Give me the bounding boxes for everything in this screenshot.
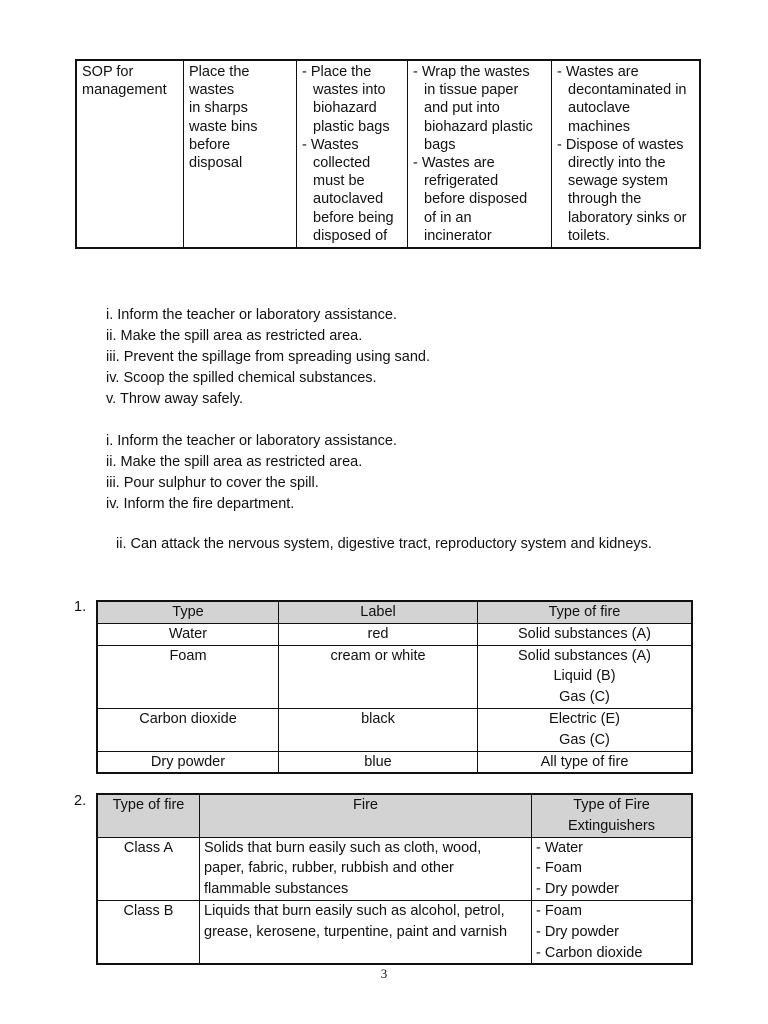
cell-line: Liquid (B) xyxy=(553,668,616,685)
table-number: 1. xyxy=(74,599,87,615)
sop-line: decontaminated in xyxy=(568,82,687,99)
sop-cell-label xyxy=(76,60,184,248)
extinguisher-cell xyxy=(532,837,693,900)
sop-line: directly into the xyxy=(568,155,666,172)
header-line: Type of Fire xyxy=(573,797,650,813)
cell-line: Solids that burn easily such as cloth, wood, xyxy=(204,839,482,856)
sop-line: - Wastes are xyxy=(413,155,495,172)
sop-line: in sharps xyxy=(189,100,248,117)
sop-line: sewage system xyxy=(568,173,668,190)
column-header: Type xyxy=(97,601,279,623)
cell-line: grease, kerosene, turpentine, paint and varnish xyxy=(204,923,508,940)
sop-line: disposal xyxy=(189,155,243,172)
sop-line: collected xyxy=(313,155,371,172)
fire-description-cell xyxy=(200,900,532,964)
cell-line: Solid substances (A) xyxy=(518,647,651,664)
table-row xyxy=(97,751,692,773)
label-cell: cream or white xyxy=(279,645,478,708)
sop-table xyxy=(75,59,701,249)
sop-line: plastic bags xyxy=(313,118,390,135)
fire-cell xyxy=(478,623,693,645)
sop-line: bags xyxy=(424,136,456,153)
sop-line: and put into xyxy=(424,100,500,117)
sop-line: before xyxy=(189,136,231,153)
cell-line: Electric (E) xyxy=(549,710,620,727)
cell-line: - Carbon dioxide xyxy=(536,944,643,961)
sop-line: SOP for xyxy=(82,64,134,80)
sop-line: autoclave xyxy=(568,100,631,117)
table-header-row xyxy=(97,601,692,623)
list-item: v. Throw away safely. xyxy=(106,391,243,407)
list-item: iv. Scoop the spilled chemical substances. xyxy=(106,370,377,386)
list-item: ii. Make the spill area as restricted area. xyxy=(106,454,363,470)
cell-line: Liquids that burn easily such as alcohol, petrol, xyxy=(204,902,505,919)
table-row xyxy=(97,837,692,900)
extinguisher-type-table xyxy=(96,600,693,774)
label-cell: black xyxy=(279,708,478,751)
fire-description-cell xyxy=(200,837,532,900)
cell-line: - Dry powder xyxy=(536,923,619,940)
sop-line: waste bins xyxy=(189,118,258,135)
fire-cell xyxy=(478,751,693,773)
sop-line: - Dispose of wastes xyxy=(557,136,684,153)
sop-line: - Wrap the wastes xyxy=(413,64,530,80)
cell-line: - Foam xyxy=(536,902,582,919)
table-row xyxy=(97,900,692,964)
type-cell: Foam xyxy=(97,645,279,708)
list-item: iii. Prevent the spillage from spreading using sand. xyxy=(106,349,431,365)
table-row xyxy=(97,623,692,645)
list-item: ii. Make the spill area as restricted area. xyxy=(106,328,363,344)
sop-line: wastes into xyxy=(313,82,386,99)
sop-line: refrigerated xyxy=(424,173,499,190)
sop-line: autoclaved xyxy=(313,191,384,208)
sop-row xyxy=(76,60,700,248)
sop-line: - Wastes xyxy=(302,136,359,153)
cell-line: - Dry powder xyxy=(536,881,619,898)
sop-line: management xyxy=(82,82,167,99)
cell-line: Solid substances (A) xyxy=(518,625,651,642)
cell-line: - Foam xyxy=(536,860,582,877)
list-item: i. Inform the teacher or laboratory assistance. xyxy=(106,307,397,323)
sop-line: in tissue paper xyxy=(424,82,519,99)
sop-line: before disposed xyxy=(424,191,528,208)
page-number: 3 xyxy=(380,966,388,981)
cell-line: All type of fire xyxy=(540,753,629,770)
class-cell: Class B xyxy=(97,900,200,964)
sop-line: must be xyxy=(313,173,365,190)
sop-cell-biohazard xyxy=(297,60,408,248)
sop-line: disposed of xyxy=(313,227,388,244)
sop-line: wastes xyxy=(189,82,235,99)
table-header-row xyxy=(97,794,692,837)
column-header: Label xyxy=(279,601,478,623)
list-item: i. Inform the teacher or laboratory assistance. xyxy=(106,433,397,449)
extinguisher-cell xyxy=(532,900,693,964)
sop-line: incinerator xyxy=(424,227,492,244)
sop-cell-sharps xyxy=(184,60,297,248)
fire-cell xyxy=(478,708,693,751)
class-cell: Class A xyxy=(97,837,200,900)
label-cell: blue xyxy=(279,751,478,773)
type-cell: Carbon dioxide xyxy=(97,708,279,751)
table-number: 2. xyxy=(74,793,87,809)
sop-line: through the xyxy=(568,191,642,208)
cell-line: flammable substances xyxy=(204,881,349,898)
sop-cell-incinerator xyxy=(408,60,552,248)
table-row xyxy=(97,708,692,751)
sop-line: biohazard plastic xyxy=(424,118,533,135)
list-item: iv. Inform the fire department. xyxy=(106,496,295,512)
mercury-spill-steps xyxy=(106,431,397,515)
sop-line: toilets. xyxy=(568,227,610,244)
column-header xyxy=(532,794,693,837)
sop-line: of in an xyxy=(424,209,472,226)
cell-line: - Water xyxy=(536,839,583,856)
type-cell: Water xyxy=(97,623,279,645)
list-item: iii. Pour sulphur to cover the spill. xyxy=(106,475,319,491)
label-cell: red xyxy=(279,623,478,645)
sop-line: laboratory sinks or xyxy=(568,209,687,226)
fire-cell xyxy=(478,645,693,708)
chemical-spill-steps xyxy=(106,305,430,410)
sop-line: biohazard xyxy=(313,100,377,117)
sop-line: before being xyxy=(313,209,394,226)
column-header: Type of fire xyxy=(97,794,200,837)
fire-class-table xyxy=(96,793,693,965)
column-header: Type of fire xyxy=(478,601,693,623)
sop-line: machines xyxy=(568,118,631,135)
sop-line: - Wastes are xyxy=(557,64,639,80)
sop-line: - Place the xyxy=(302,64,372,80)
sop-line: Place the xyxy=(189,64,250,80)
column-header: Fire xyxy=(200,794,532,837)
header-line: Extinguishers xyxy=(567,817,656,834)
table-row xyxy=(97,645,692,708)
sop-cell-sewage xyxy=(552,60,701,248)
effect-statement: ii. Can attack the nervous system, digestive tract, reproductory system and kidneys. xyxy=(116,536,652,552)
type-cell: Dry powder xyxy=(97,751,279,773)
cell-line: Gas (C) xyxy=(559,689,610,706)
cell-line: Gas (C) xyxy=(559,731,610,748)
cell-line: paper, fabric, rubber, rubbish and other xyxy=(204,860,454,877)
